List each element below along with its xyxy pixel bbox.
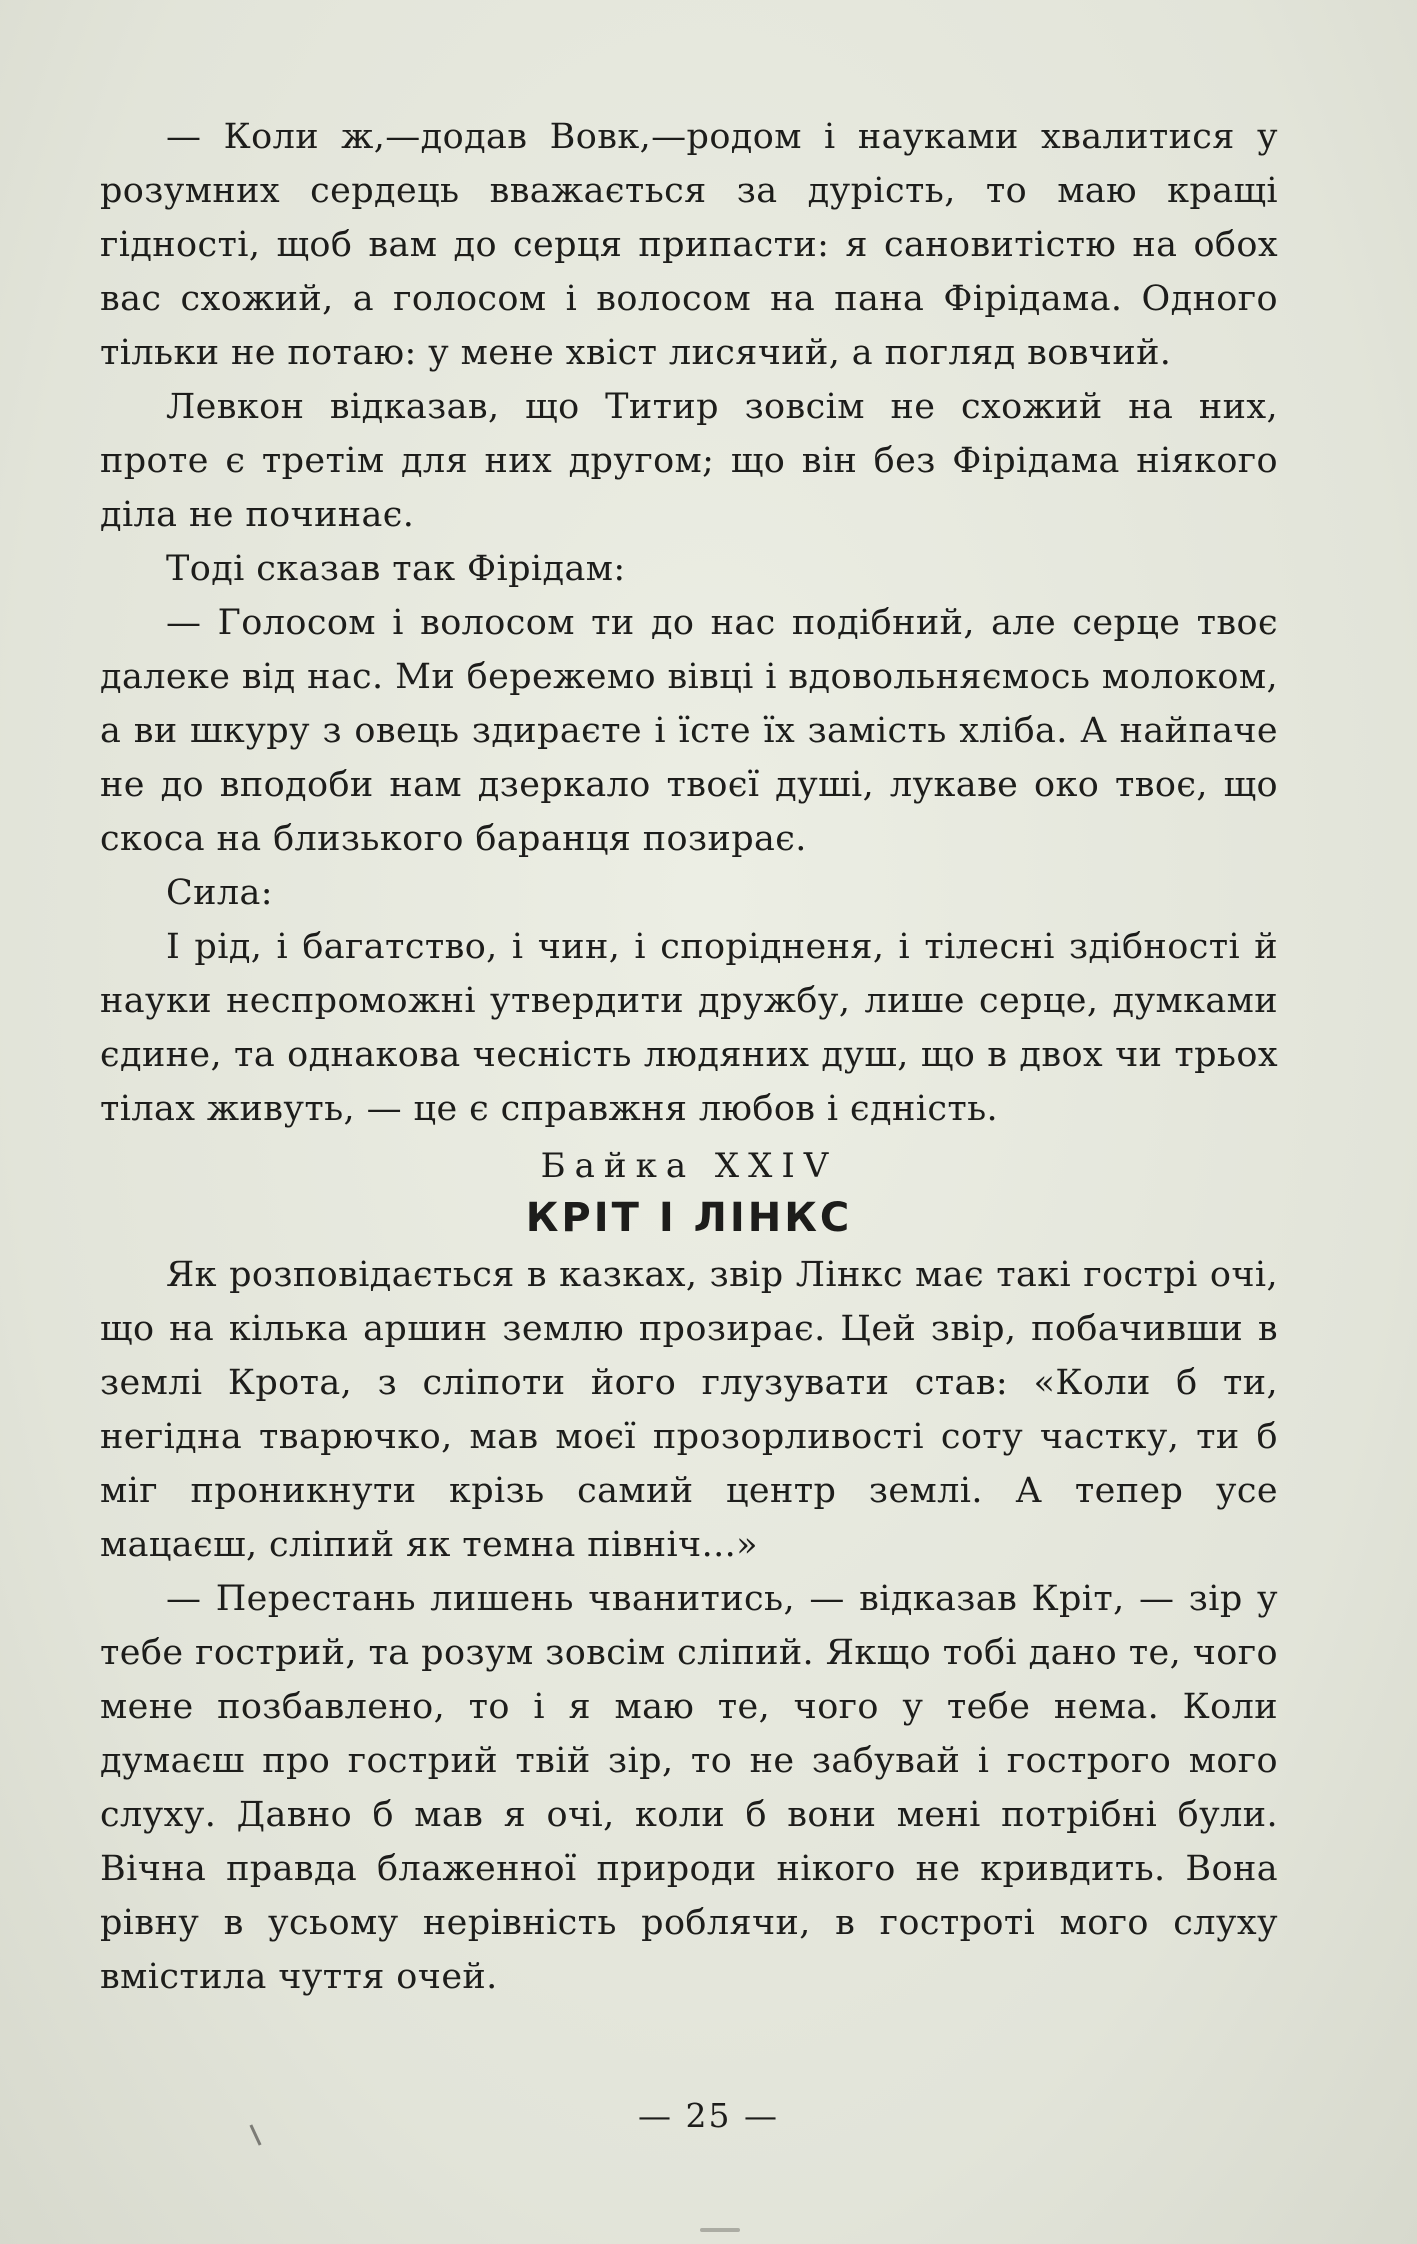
page-text	[100, 110, 1278, 2004]
ink-smudge	[700, 2228, 740, 2232]
paragraph-firidam-speech: — Голосом і волосом ти до нас подібний, але серце твоє далеке від нас. Ми бережемо вівці і вдовольняємось молоком, а ви шкуру з овець здираєте і їсте їх замість хліба. А найпаче не до вподоби нам дзеркало твоєї душі, лукаве око твоє, що скоса на близького баранця позирає.	[100, 603, 1278, 859]
fable-number-heading: Байка XXIV	[540, 1146, 838, 1186]
fable-title: КРІТ І ЛІНКС	[525, 1195, 853, 1241]
paragraph-levkon-reply: Левкон відказав, що Титир зовсім не схожий на них, проте є третім для них другом; що він без Фірідама ніякого діла не починає.	[100, 387, 1278, 535]
paragraph-moral-label: Сила:	[166, 873, 273, 913]
paragraph-mole-reply: — Перестань лишень чванитись, — відказав Кріт, — зір у тебе гострий, та розум зовсім сліпий. Якщо тобі дано те, чого мене позбавлено, то і я маю те, чого у тебе нема. Коли думаєш про гострий твій зір, то не забувай і гострого мого слуху. Давно б мав я очі, коли б вони мені потрібні були. Вічна правда блаженної природи нікого не кривдить. Вона рівну в усьому нерівність роблячи, в гостроті мого слуху вмістила чуття очей.	[100, 1579, 1278, 1997]
paragraph-lynx-story: Як розповідається в казках, звір Лінкс має такі гострі очі, що на кілька аршин землю прозирає. Цей звір, побачивши в землі Крота, з сліпоти його глузувати став: «Коли б ти, негідна тварючко, мав моєї прозорливості соту частку, ти б міг проникнути крізь самий центр землі. А тепер усе мацаєш, сліпий як темна північ...»	[100, 1255, 1278, 1565]
paragraph-moral-text: І рід, і багатство, і чин, і спорідненя, і тілесні здібності й науки неспроможні утвердити дружбу, лише серце, думками єдине, та однакова чесність людяних душ, що в двох чи трьох тілах живуть, — це є справжня любов і єдність.	[100, 927, 1278, 1129]
paragraph-firidam-intro: Тоді сказав так Фірідам:	[166, 549, 626, 589]
page-number: — 25 —	[638, 2096, 779, 2135]
paragraph-wolf-speech: — Коли ж,—додав Вовк,—родом і науками хвалитися у розумних сердець вважається за дурість, то маю кращі гідності, щоб вам до серця припасти: я сановитістю на обох вас схожий, а голосом і волосом на пана Фірідама. Одного тільки не потаю: у мене хвіст лисячий, а погляд вовчий.	[100, 117, 1278, 373]
